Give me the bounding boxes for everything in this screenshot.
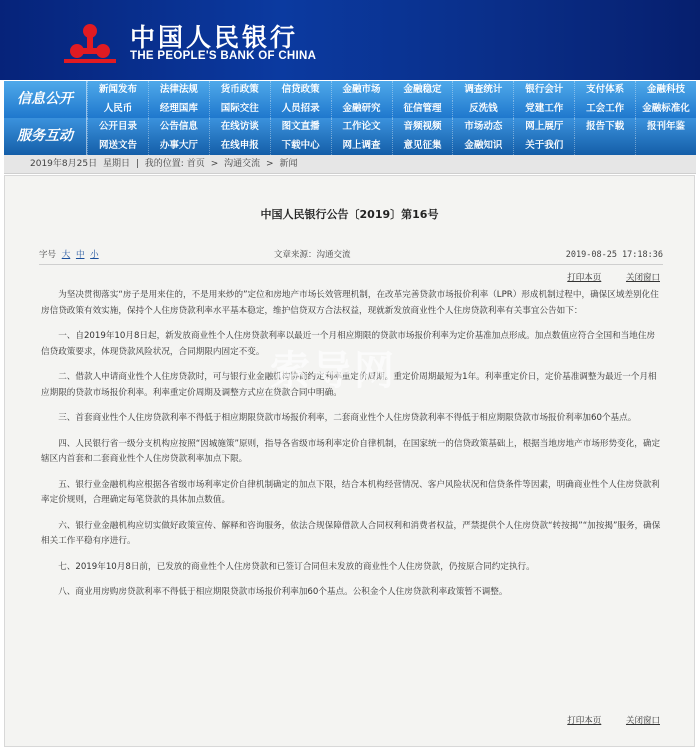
article-source: 文章来源：沟通交流 xyxy=(274,250,351,260)
font-size-label: 字号 xyxy=(39,250,57,260)
nav-link[interactable]: 网送文告 xyxy=(87,137,148,155)
nav-link[interactable]: 音频视频 xyxy=(392,118,453,136)
nav-link[interactable]: 货币政策 xyxy=(209,81,270,99)
site-title-cn: 中国人民银行 xyxy=(130,23,299,52)
nav-link[interactable]: 下载中心 xyxy=(270,137,331,155)
pboc-emblem-icon xyxy=(62,18,118,64)
nav-link xyxy=(574,137,635,155)
nav-link[interactable]: 经理国库 xyxy=(148,100,209,118)
nav-link[interactable]: 图文直播 xyxy=(270,118,331,136)
article-paragraph: 为坚决贯彻落实“房子是用来住的，不是用来炒的”定位和房地产市场长效管理机制，在改革完善贷款市场报价利率（LPR）形成机制过程中，确保区域差别化住房信贷政策有效实施，保持个人住房贷款利率水平基本稳定，维护信贷双方合法权益，现就新发放商业性个人住房贷款利率有关事宜公告如下： xyxy=(41,290,659,316)
article-paragraph: 二、借款人申请商业性个人住房贷款时，可与银行业金融机构协商约定利率重定价周期。重定价周期最短为1年。利率重定价日，定价基准调整为最近一个月相应期限的贷款市场报价利率。利率重定价周期及调整方式应在贷款合同中明确。 xyxy=(41,372,657,398)
nav-row-label: 服务互动 xyxy=(4,118,87,155)
current-date: 2019年8月25日 xyxy=(30,159,98,169)
article-title: 中国人民银行公告〔2019〕第16号 xyxy=(260,208,439,221)
divider xyxy=(39,264,663,265)
article-meta xyxy=(39,247,663,263)
breadcrumb-home-link[interactable]: 首页 xyxy=(186,159,205,169)
breadcrumb-section-link[interactable]: 沟通交流 xyxy=(224,159,261,169)
nav-link[interactable]: 支付体系 xyxy=(574,81,635,99)
nav-link[interactable]: 在线访谈 xyxy=(209,118,270,136)
article-paragraph: 三、首套商业性个人住房贷款利率不得低于相应期限贷款市场报价利率，二套商业性个人住房贷款利率不得低于相应期限贷款市场报价利率加60个基点。 xyxy=(58,413,637,423)
nav-link[interactable]: 金融研究 xyxy=(331,100,392,118)
nav-row-service xyxy=(4,118,696,155)
close-window-link[interactable]: 关闭窗口 xyxy=(625,273,660,283)
breadcrumb-separator: | xyxy=(135,159,139,169)
nav-grid xyxy=(87,81,696,118)
nav-link[interactable]: 工作论文 xyxy=(331,118,392,136)
nav-link xyxy=(635,137,696,155)
nav-row-label: 信息公开 xyxy=(4,81,87,118)
nav-row-info xyxy=(4,81,696,118)
nav-link[interactable]: 反洗钱 xyxy=(452,100,513,118)
article-paragraph: 一、自2019年10月8日起，新发放商业性个人住房贷款利率以最近一个月相应期限的贷款市场报价利率为定价基准加点形成。加点数值应符合全国和当地住房信贷政策要求，体现贷款风险状况，合同期限内固定不变。 xyxy=(41,331,656,357)
breadcrumb-separator: > xyxy=(266,159,274,169)
font-size-control xyxy=(39,247,99,263)
current-weekday: 星期日 xyxy=(102,159,130,169)
nav-link[interactable]: 工会工作 xyxy=(574,100,635,118)
nav-link[interactable]: 党建工作 xyxy=(513,100,574,118)
font-size-small-link[interactable]: 小 xyxy=(90,250,99,260)
breadcrumb-page-link[interactable]: 新闻 xyxy=(279,159,298,169)
nav-link[interactable]: 网上调查 xyxy=(331,137,392,155)
nav-link[interactable]: 金融市场 xyxy=(331,81,392,99)
breadcrumb-separator: > xyxy=(210,159,219,169)
font-size-large-link[interactable]: 大 xyxy=(61,250,71,260)
nav-link[interactable]: 金融科技 xyxy=(635,81,696,99)
print-page-link[interactable]: 打印本页 xyxy=(567,273,602,283)
nav-link[interactable]: 金融标准化 xyxy=(635,100,696,118)
nav-link[interactable]: 新闻发布 xyxy=(87,81,148,99)
nav-link[interactable]: 信贷政策 xyxy=(270,81,331,99)
article-paragraph: 七、2019年10月8日前，已发放的商业性个人住房贷款和已签订合同但未发放的商业性个人住房贷款，仍按原合同约定执行。 xyxy=(58,561,535,572)
nav-link[interactable]: 报刊年鉴 xyxy=(635,118,696,136)
print-page-link[interactable]: 打印本页 xyxy=(567,716,602,726)
location-label: 我的位置: xyxy=(144,159,184,169)
nav-link[interactable]: 法律法规 xyxy=(148,81,209,99)
nav-link[interactable]: 人民币 xyxy=(87,100,148,118)
nav-link[interactable]: 报告下载 xyxy=(574,118,635,136)
nav-link[interactable]: 公告信息 xyxy=(148,118,209,136)
nav-link[interactable]: 征信管理 xyxy=(392,100,453,118)
nav-link[interactable]: 关于我们 xyxy=(513,137,574,155)
site-title-en: THE PEOPLE'S BANK OF CHINA xyxy=(130,50,317,62)
article-paragraph: 四、人民银行省一级分支机构应按照“因城施策”原则，指导各省级市场利率定价自律机制，在国家统一的信贷政策基础上，根据当地房地产市场形势变化，确定辖区内首套和二套商业性个人住房贷款利率加点下限。 xyxy=(41,438,661,464)
close-window-link[interactable]: 关闭窗口 xyxy=(625,716,660,726)
nav-link[interactable]: 网上展厅 xyxy=(513,118,574,136)
article-actions-bottom xyxy=(460,714,660,728)
article-paragraph: 五、银行业金融机构应根据各省级市场利率定价自律机制确定的加点下限，结合本机构经营情况、客户风险状况和信贷条件等因素，明确商业性个人住房贷款利率定价规则，合理确定每笔贷款的具体加点数值。 xyxy=(41,479,660,505)
article-panel xyxy=(4,175,695,747)
site-header xyxy=(0,0,700,80)
nav-link[interactable]: 意见征集 xyxy=(392,137,453,155)
nav-link[interactable]: 调查统计 xyxy=(452,81,513,99)
nav-link[interactable]: 金融知识 xyxy=(452,137,513,155)
nav-grid xyxy=(87,118,696,155)
article-paragraph: 八、商业用房购房贷款利率不得低于相应期限贷款市场报价利率加60个基点。公积金个人住房贷款利率政策暂不调整。 xyxy=(58,587,508,597)
nav-link[interactable]: 市场动态 xyxy=(452,118,513,136)
font-size-medium-link[interactable]: 中 xyxy=(75,250,85,260)
nav-link[interactable]: 金融稳定 xyxy=(392,81,453,99)
breadcrumb xyxy=(4,155,696,174)
article-paragraph: 六、银行业金融机构应切实做好政策宣传、解释和咨询服务，依法合规保障借款人合同权利和消费者权益，严禁提供个人住房贷款“转按揭”“加按揭”服务，确保相关工作平稳有序进行。 xyxy=(41,520,661,546)
watermark: 索导网 xyxy=(270,348,396,394)
nav-link[interactable]: 办事大厅 xyxy=(148,137,209,155)
nav-link[interactable]: 人员招录 xyxy=(270,100,331,118)
nav-link[interactable]: 在线申报 xyxy=(209,137,270,155)
nav-link[interactable]: 公开目录 xyxy=(87,118,148,136)
breadcrumb-text xyxy=(30,155,300,173)
article-datetime: 2019-08-25 17:18:36 xyxy=(565,250,663,260)
main-navigation xyxy=(4,81,696,155)
nav-link[interactable]: 国际交往 xyxy=(209,100,270,118)
nav-link[interactable]: 银行会计 xyxy=(513,81,574,99)
article-actions-top xyxy=(460,271,660,285)
article-body xyxy=(41,288,663,611)
